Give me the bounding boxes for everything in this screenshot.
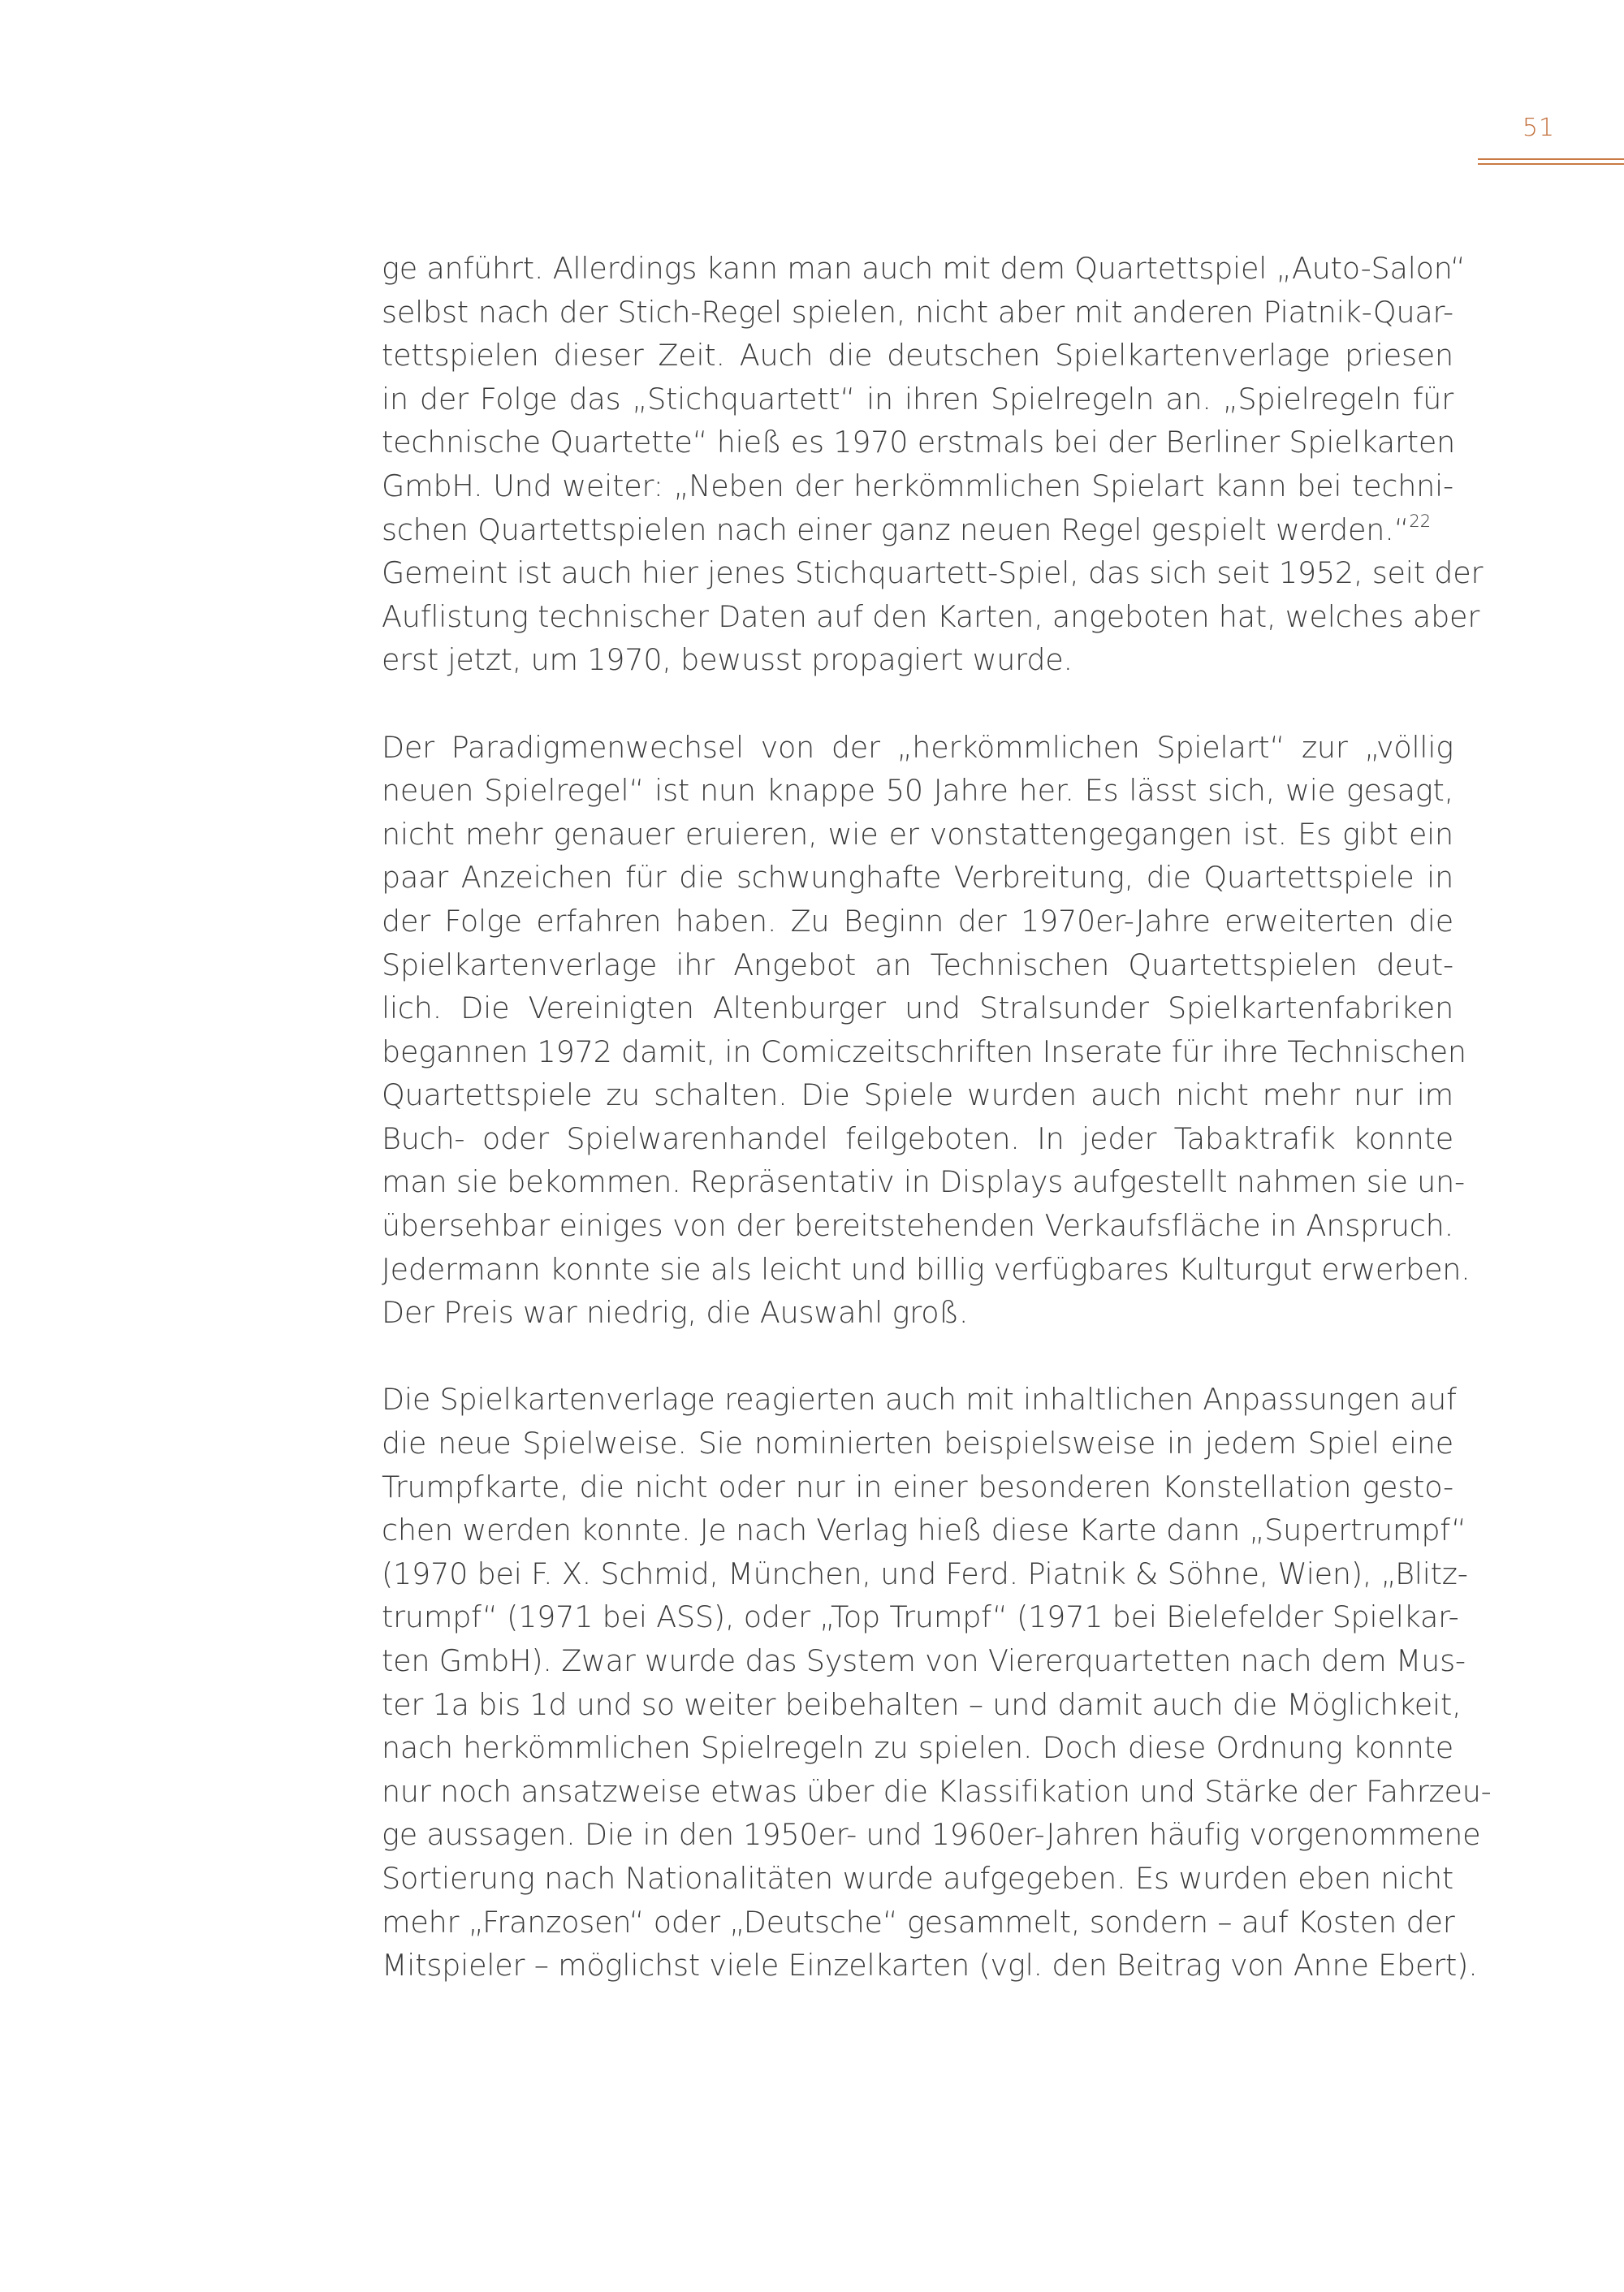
text-line: ge aussagen. Die in den 1950er- und 1960er-Jahren häufig vorgenommene xyxy=(382,1817,1481,1853)
text-line: Trumpfkarte, die nicht oder nur in einer besonderen Konstellation gesto- xyxy=(382,1469,1453,1504)
text-line: Die Spielkartenverlage reagierten auch mit inhaltlichen Anpassungen auf xyxy=(382,1382,1457,1418)
paragraph-2 xyxy=(382,726,1471,1335)
text-line-with-footnote xyxy=(382,508,1453,552)
text-line: mehr „Franzosen“ oder „Deutsche“ gesammelt, sondern – auf Kosten der xyxy=(382,1904,1455,1940)
paragraph-gap xyxy=(382,682,1453,726)
text-line: übersehbar einiges von der bereitstehenden Verkaufsfläche in Anspruch. xyxy=(382,1208,1453,1244)
text-line: der Folge erfahren haben. Zu Beginn der 1970er-Jahre erweiterten die xyxy=(382,903,1453,939)
text-line: die neue Spielweise. Sie nominierten beispielsweise in jedem Spiel eine xyxy=(382,1426,1453,1461)
text-line: paar Anzeichen für die schwunghafte Verbreitung, die Quartettspiele in xyxy=(382,860,1453,896)
text-line: neuen Spielregel“ ist nun knappe 50 Jahre her. Es lässt sich, wie gesagt, xyxy=(382,773,1453,809)
text-line: (1970 bei F. X. Schmid, München, und Ferd. Piatnik & Söhne, Wien), „Blitz- xyxy=(382,1556,1468,1591)
body-text xyxy=(382,247,1492,1988)
text-line: Auflistung technischer Daten auf den Karten, angeboten hat, welches aber xyxy=(382,598,1480,634)
text-line: ge anführt. Allerdings kann man auch mit dem Quartettspiel „Auto-Salon“ xyxy=(382,251,1466,286)
paragraph-1 xyxy=(382,247,1484,682)
text-line: Quartettspiele zu schalten. Die Spiele wurden auch nicht mehr nur im xyxy=(382,1077,1453,1113)
text-line: in der Folge das „Stichquartett“ in ihren Spielregeln an. „Spielregeln für xyxy=(382,381,1453,417)
text-line: begannen 1972 damit, in Comiczeitschriften Inserate für ihre Technischen xyxy=(382,1034,1466,1069)
text-line: Gemeint ist auch hier jenes Stichquartett-Spiel, das sich seit 1952, seit der xyxy=(382,555,1484,591)
page-number: 51 xyxy=(1522,114,1556,142)
text-line: nicht mehr genauer eruieren, wie er vonstattengegangen ist. Es gibt ein xyxy=(382,816,1453,852)
text-line: schen Quartettspielen nach einer ganz neuen Regel gespielt werden.“ xyxy=(382,511,1410,547)
text-line: man sie bekommen. Repräsentativ in Displays aufgestellt nahmen sie un- xyxy=(382,1164,1465,1200)
text-line: Der Paradigmenwechsel von der „herkömmlichen Spielart“ zur „völlig xyxy=(382,729,1453,765)
text-line: erst jetzt, um 1970, bewusst propagiert wurde. xyxy=(382,642,1073,678)
text-line: Buch- oder Spielwarenhandel feilgeboten. In jeder Tabaktrafik konnte xyxy=(382,1120,1453,1156)
text-line: nach herkömmlichen Spielregeln zu spielen. Doch diese Ordnung konnte xyxy=(382,1730,1453,1766)
text-line: selbst nach der Stich-Regel spielen, nicht aber mit anderen Piatnik-Quar- xyxy=(382,294,1453,330)
text-line: tettspielen dieser Zeit. Auch die deutschen Spielkartenverlage priesen xyxy=(382,338,1453,373)
text-line: chen werden konnte. Je nach Verlag hieß diese Karte dann „Supertrumpf“ xyxy=(382,1513,1466,1548)
text-line: Spielkartenverlage ihr Angebot an Technischen Quartettspielen deut- xyxy=(382,947,1453,982)
text-line: ter 1a bis 1d und so weiter beibehalten – und damit auch die Möglichkeit, xyxy=(382,1686,1462,1722)
footnote-reference[interactable]: 22 xyxy=(1409,511,1432,531)
text-line: Der Preis war niedrig, die Auswahl groß. xyxy=(382,1295,969,1331)
text-line: ten GmbH). Zwar wurde das System von Viererquartetten nach dem Mus- xyxy=(382,1643,1466,1678)
text-line: Jedermann konnte sie als leicht und billig verfügbares Kulturgut erwerben. xyxy=(382,1251,1471,1287)
header-rule-bottom xyxy=(1478,163,1624,165)
text-line: Sortierung nach Nationalitäten wurde aufgegeben. Es wurden eben nicht xyxy=(382,1860,1453,1896)
header-rule-top xyxy=(1478,158,1624,160)
paragraph-3 xyxy=(382,1378,1492,1987)
text-line: nur noch ansatzweise etwas über die Klassifikation und Stärke der Fahrzeu- xyxy=(382,1773,1492,1809)
text-line: Mitspieler – möglichst viele Einzelkarten (vgl. den Beitrag von Anne Ebert). xyxy=(382,1948,1478,1983)
text-line: technische Quartette“ hieß es 1970 erstmals bei der Berliner Spielkarten xyxy=(382,425,1456,460)
text-line: GmbH. Und weiter: „Neben der herkömmlichen Spielart kann bei techni- xyxy=(382,468,1453,503)
text-line: trumpf“ (1971 bei ASS), oder „Top Trumpf“ (1971 bei Bielefelder Spielkar- xyxy=(382,1599,1459,1635)
paragraph-gap xyxy=(382,1335,1453,1379)
text-line: lich. Die Vereinigten Altenburger und Stralsunder Spielkartenfabriken xyxy=(382,991,1453,1026)
